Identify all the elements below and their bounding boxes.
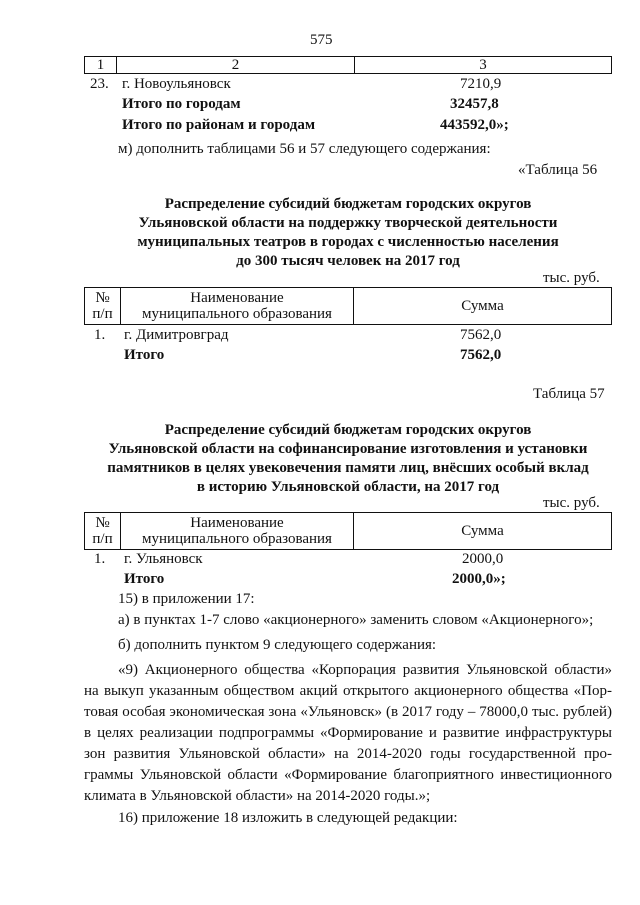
table57-title-line: Ульяновской области на софинансирование изготовления и установки (108, 441, 588, 457)
col-name-label: муниципального образования (142, 306, 332, 322)
top-table-col-2 (116, 56, 355, 74)
table56-row-value: 7562,0 (460, 327, 502, 343)
table57-total-label: Итого (124, 571, 165, 587)
col-name-label: муниципального образования (142, 531, 332, 547)
top-table-col-1 (84, 56, 117, 74)
row-total-all-value: 443592,0»; (440, 117, 509, 133)
table56-col-name (120, 287, 354, 325)
top-table-col-3 (354, 56, 612, 74)
table56-title-line: муниципальных театров в городах с численностью населения (137, 234, 559, 250)
col-num-label: п/п (92, 306, 113, 322)
paragraph-9-line: в целях реализации подпрограммы «Формирование и развитие инфраструктуры (84, 725, 612, 741)
page-number: 575 (310, 32, 333, 48)
row-total-cities: Итого по городам (122, 96, 241, 112)
col-num-label: № (95, 290, 110, 306)
paragraph-a: а) в пунктах 1-7 слово «акционерного» заменить словом «Акционерного»; (118, 612, 594, 628)
table57-col-name (120, 512, 354, 550)
table57-col-sum (353, 512, 612, 550)
row-number: 23. (90, 76, 109, 92)
col-2-label: 2 (231, 57, 240, 73)
table57-title-line: в историю Ульяновской области, на 2017 год (196, 479, 500, 495)
table57-col-num (84, 512, 121, 550)
table57-title-line: памятников в целях увековечения памяти лиц, внёсших особый вклад (107, 460, 589, 476)
table56-label: «Таблица 56 (518, 162, 598, 178)
table56-col-sum (353, 287, 612, 325)
table57-total-value: 2000,0»; (452, 571, 506, 587)
table56-title-line: до 300 тысяч человек на 2017 год (236, 253, 460, 269)
col-num-label: п/п (92, 531, 113, 547)
table57-title-line: Распределение субсидий бюджетам городских округов (164, 422, 532, 438)
col-num-label: № (95, 515, 110, 531)
paragraph-9-line: товая особая экономическая зона «Ульяновск» (в 2017 году – 78000,0 тыс. рублей) (84, 704, 612, 720)
paragraph-15: 15) в приложении 17: (118, 591, 255, 607)
paragraph-9-line: на выкуп указанным обществом акций открытого акционерного общества «Пор- (84, 683, 612, 699)
paragraph-m: м) дополнить таблицами 56 и 57 следующего содержания: (118, 141, 491, 157)
row-total-cities-value: 32457,8 (450, 96, 499, 112)
row-value: 7210,9 (460, 76, 502, 92)
col-1-label: 1 (96, 57, 105, 73)
table56-col-num (84, 287, 121, 325)
paragraph-9-line: климата в Ульяновской области» на 2014-2020 годы.»; (84, 788, 431, 804)
table57-label: Таблица 57 (533, 386, 605, 402)
table57-row-name: г. Ульяновск (124, 551, 203, 567)
table56-row-number: 1. (94, 327, 106, 343)
table56-title-line: Ульяновской области на поддержку творческой деятельности (138, 215, 558, 231)
table56-title-line: Распределение субсидий бюджетам городских округов (164, 196, 532, 212)
table57-unit: тыс. руб. (543, 495, 600, 511)
table56-total-value: 7562,0 (460, 347, 502, 363)
table56-unit: тыс. руб. (543, 270, 600, 286)
col-name-label: Наименование (190, 290, 284, 306)
col-3-label: 3 (479, 57, 487, 73)
paragraph-9-line: «9) Акционерного общества «Корпорация развития Ульяновской области» (118, 662, 612, 678)
table57-row-number: 1. (94, 551, 106, 567)
col-sum-label: Сумма (461, 298, 504, 314)
paragraph-16: 16) приложение 18 изложить в следующей редакции: (118, 810, 458, 826)
row-name: г. Новоульяновск (122, 76, 231, 92)
paragraph-9-line: граммы Ульяновской области «Формирование благоприятного инвестиционного (84, 767, 612, 783)
row-total-all: Итого по районам и городам (122, 117, 316, 133)
table56-total-label: Итого (124, 347, 165, 363)
col-name-label: Наименование (190, 515, 284, 531)
paragraph-9-line: зон развития Ульяновской области» на 2014-2020 годы государственной про- (84, 746, 612, 762)
table57-row-value: 2000,0 (462, 551, 504, 567)
paragraph-b: б) дополнить пунктом 9 следующего содержания: (118, 637, 437, 653)
table56-row-name: г. Димитровград (124, 327, 229, 343)
col-sum-label: Сумма (461, 523, 504, 539)
